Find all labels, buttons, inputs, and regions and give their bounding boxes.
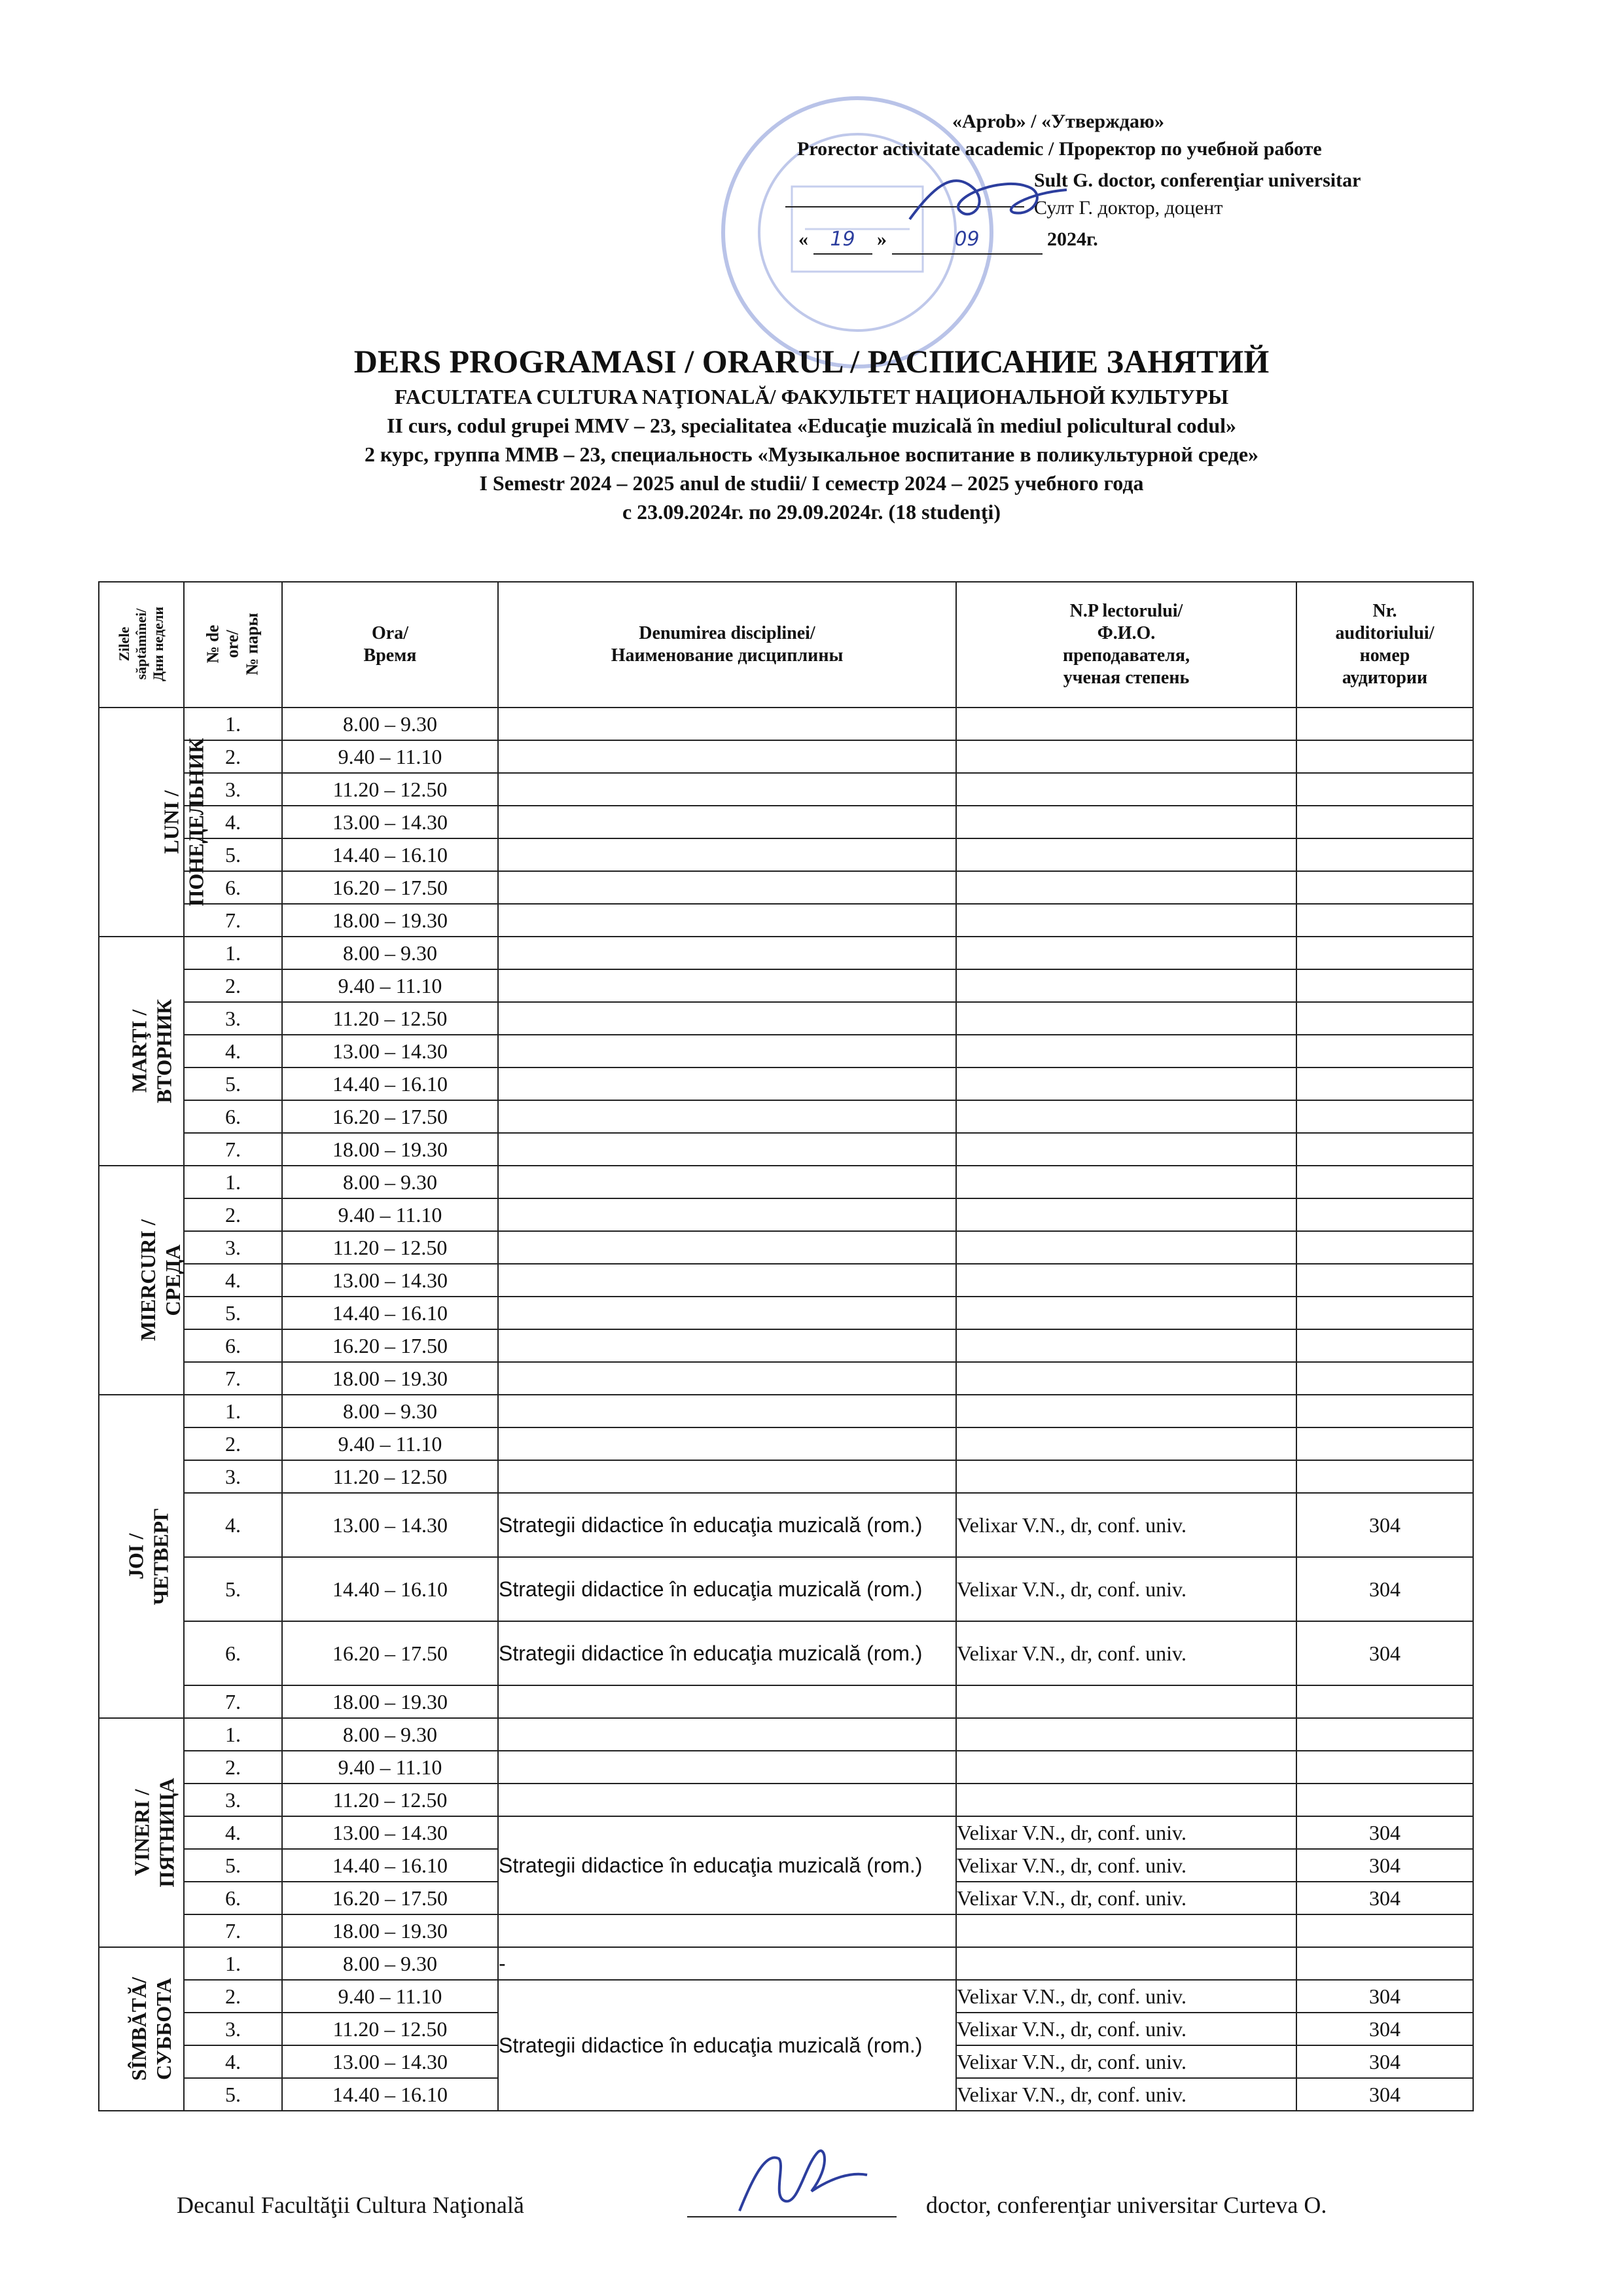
document-titles [0, 340, 1623, 526]
header-num: № de ore/ № пары [184, 582, 282, 708]
table-row: 3. 11.20 – 12.50 [99, 1002, 1473, 1035]
day-tuesday: MARŢI / ВТОРНИК [99, 937, 184, 1166]
lecturer-cell: Velixar V.N., dr, conf. univ. [956, 1816, 1296, 1849]
lecturer-cell: Velixar V.N., dr, conf. univ. [956, 1882, 1296, 1914]
header-room: Nr. auditoriului/ номер аудитории [1296, 582, 1473, 708]
room-cell: 304 [1296, 1493, 1473, 1557]
room-cell: 304 [1296, 2013, 1473, 2045]
group-info-ru: 2 курс, группа ММВ – 23, специальность «Музыкальное воспитание в поликультурной среде» [364, 442, 1259, 466]
table-row: 5. 14.40 – 16.10 Velixar V.N., dr, conf. univ. 304 [99, 1849, 1473, 1882]
schedule-table [98, 581, 1474, 2111]
header-time: Ora/ Время [282, 582, 498, 708]
table-row: 2. 9.40 – 11.10 [99, 1751, 1473, 1784]
table-row: 4. 13.00 – 14.30 [99, 806, 1473, 838]
approver-name-ro: Sult G. doctor, conferenţiar universitar [1034, 170, 1361, 191]
table-row: 2. 9.40 – 11.10 [99, 1198, 1473, 1231]
table-row: 7. 18.00 – 19.30 [99, 1133, 1473, 1166]
table-row: 2. 9.40 – 11.10 [99, 1427, 1473, 1460]
table-row: 4. 13.00 – 14.30 Strategii didactice în educaţia muzicală (rom.) Velixar V.N., dr, conf. univ. 304 [99, 1816, 1473, 1849]
room-cell: 304 [1296, 1849, 1473, 1882]
period-info: с 23.09.2024г. по 29.09.2024г. (18 studenţi) [622, 500, 1001, 524]
day-thursday: JOI / ЧЕТВЕРГ [99, 1395, 184, 1718]
table-row: 2. 9.40 – 11.10 Strategii didactice în educaţia muzicală (rom.) Velixar V.N., dr, conf. univ. 304 [99, 1980, 1473, 2013]
approval-position: Prorector activitate academic / Проректор по учебной работе [797, 138, 1322, 160]
room-cell: 304 [1296, 1621, 1473, 1685]
main-title: DERS PROGRAMASI / ORARUL / РАСПИСАНИЕ ЗАНЯТИЙ [353, 343, 1270, 380]
dean-title: Decanul Facultăţii Cultura Naţională [177, 2192, 524, 2218]
table-row: 7. 18.00 – 19.30 [99, 1914, 1473, 1947]
table-row: VINERI / ПЯТНИЦА 1. 8.00 – 9.30 [99, 1718, 1473, 1751]
table-row: 3. 11.20 – 12.50 [99, 773, 1473, 806]
day-friday: VINERI / ПЯТНИЦА [99, 1718, 184, 1947]
approval-title: «Aprob» / «Утверждаю» [952, 111, 1164, 132]
table-row: 2. 9.40 – 11.10 [99, 740, 1473, 773]
dean-signature-line [687, 2216, 897, 2217]
room-cell: 304 [1296, 2078, 1473, 2111]
table-row: 4. 13.00 – 14.30 Strategii didactice în educaţia muzicală (rom.) Velixar V.N., dr, conf. univ. 304 [99, 1493, 1473, 1557]
table-row: 6. 16.20 – 17.50 [99, 1100, 1473, 1133]
semester-info: I Semestr 2024 – 2025 anul de studii/ I семестр 2024 – 2025 учебного года [479, 471, 1144, 495]
dean-name: doctor, conferenţiar universitar Curteva O. [926, 2192, 1327, 2218]
table-header-row [99, 582, 1473, 708]
table-row: 7. 18.00 – 19.30 [99, 904, 1473, 937]
table-row: LUNI / ПОНЕДЕЛЬНИК 1. 8.00 – 9.30 [99, 708, 1473, 740]
room-cell: 304 [1296, 1882, 1473, 1914]
table-row: 4. 13.00 – 14.30 [99, 1035, 1473, 1067]
lecturer-cell: Velixar V.N., dr, conf. univ. [956, 1980, 1296, 2013]
table-row: 5. 14.40 – 16.10 Strategii didactice în educaţia muzicală (rom.) Velixar V.N., dr, conf. univ. 304 [99, 1557, 1473, 1621]
approval-date: « 19 » 09 2024г. [785, 226, 1505, 255]
room-cell: 304 [1296, 1557, 1473, 1621]
date-month: 09 [954, 228, 980, 251]
discipline-cell: Strategii didactice în educaţia muzicală (rom.) [498, 1557, 956, 1621]
table-row: 3. 11.20 – 12.50 [99, 1231, 1473, 1264]
date-year: 2024г. [1047, 228, 1098, 250]
dean-signature [720, 2139, 870, 2217]
table-row: 4. 13.00 – 14.30 [99, 1264, 1473, 1297]
approver-name-ru: Султ Г. доктор, доцент [1034, 197, 1223, 219]
lecturer-cell: Velixar V.N., dr, conf. univ. [956, 1621, 1296, 1685]
table-row: MIERCURI / СРЕДА 1. 8.00 – 9.30 [99, 1166, 1473, 1198]
table-row: 3. 11.20 – 12.50 [99, 1460, 1473, 1493]
group-info-ro: II curs, codul grupei MMV – 23, specialitatea «Educaţie muzicală în mediul policultural codul» [386, 414, 1237, 437]
day-saturday: SÎMBĂTĂ/ СУББОТА [99, 1947, 184, 2111]
table-row: 6. 16.20 – 17.50 [99, 871, 1473, 904]
dash-cell: - [498, 1947, 956, 1980]
table-row: 6. 16.20 – 17.50 [99, 1329, 1473, 1362]
table-row: 2. 9.40 – 11.10 [99, 969, 1473, 1002]
header-lecturer: N.P lectorului/ Ф.И.О. преподавателя, ученая степень [956, 582, 1296, 708]
lecturer-cell: Velixar V.N., dr, conf. univ. [956, 1493, 1296, 1557]
table-row: 3. 11.20 – 12.50 [99, 1784, 1473, 1816]
lecturer-cell: Velixar V.N., dr, conf. univ. [956, 2078, 1296, 2111]
table-row: 3. 11.20 – 12.50 Velixar V.N., dr, conf. univ. 304 [99, 2013, 1473, 2045]
table-row: 7. 18.00 – 19.30 [99, 1685, 1473, 1718]
table-row: 5. 14.40 – 16.10 [99, 838, 1473, 871]
table-row: 6. 16.20 – 17.50 Velixar V.N., dr, conf. univ. 304 [99, 1882, 1473, 1914]
discipline-cell: Strategii didactice în educaţia muzicală (rom.) [498, 1621, 956, 1685]
discipline-cell: Strategii didactice în educaţia muzicală (rom.) [498, 1980, 956, 2111]
header-discipline: Denumirea disciplinei/ Наименование дисциплины [498, 582, 956, 708]
table-row: 4. 13.00 – 14.30 Velixar V.N., dr, conf. univ. 304 [99, 2045, 1473, 2078]
table-row: 5. 14.40 – 16.10 [99, 1067, 1473, 1100]
lecturer-cell: Velixar V.N., dr, conf. univ. [956, 1849, 1296, 1882]
header-day: Zilele săptămînei/ Дни недели [99, 582, 184, 708]
room-cell: 304 [1296, 1980, 1473, 2013]
table-row: 6. 16.20 – 17.50 Strategii didactice în educaţia muzicală (rom.) Velixar V.N., dr, conf. univ. 304 [99, 1621, 1473, 1685]
approval-block [785, 108, 1505, 255]
day-wednesday: MIERCURI / СРЕДА [99, 1166, 184, 1395]
lecturer-cell: Velixar V.N., dr, conf. univ. [956, 2013, 1296, 2045]
table-row: 5. 14.40 – 16.10 [99, 1297, 1473, 1329]
table-row: MARŢI / ВТОРНИК 1. 8.00 – 9.30 [99, 937, 1473, 969]
faculty-title: FACULTATEA CULTURA NAŢIONALĂ/ ФАКУЛЬТЕТ НАЦИОНАЛЬНОЙ КУЛЬТУРЫ [394, 385, 1229, 408]
approver-signature [897, 164, 1080, 236]
table-row: 7. 18.00 – 19.30 [99, 1362, 1473, 1395]
date-day: 19 [830, 228, 855, 251]
room-cell: 304 [1296, 1816, 1473, 1849]
discipline-cell: Strategii didactice în educaţia muzicală (rom.) [498, 1493, 956, 1557]
table-row: SÎMBĂTĂ/ СУББОТА 1. 8.00 – 9.30 - [99, 1947, 1473, 1980]
discipline-cell: Strategii didactice în educaţia muzicală (rom.) [498, 1816, 956, 1914]
lecturer-cell: Velixar V.N., dr, conf. univ. [956, 1557, 1296, 1621]
table-row: 5. 14.40 – 16.10 Velixar V.N., dr, conf. univ. 304 [99, 2078, 1473, 2111]
lecturer-cell: Velixar V.N., dr, conf. univ. [956, 2045, 1296, 2078]
table-row: JOI / ЧЕТВЕРГ 1. 8.00 – 9.30 [99, 1395, 1473, 1427]
day-monday: LUNI / ПОНЕДЕЛЬНИК [99, 708, 184, 937]
room-cell: 304 [1296, 2045, 1473, 2078]
